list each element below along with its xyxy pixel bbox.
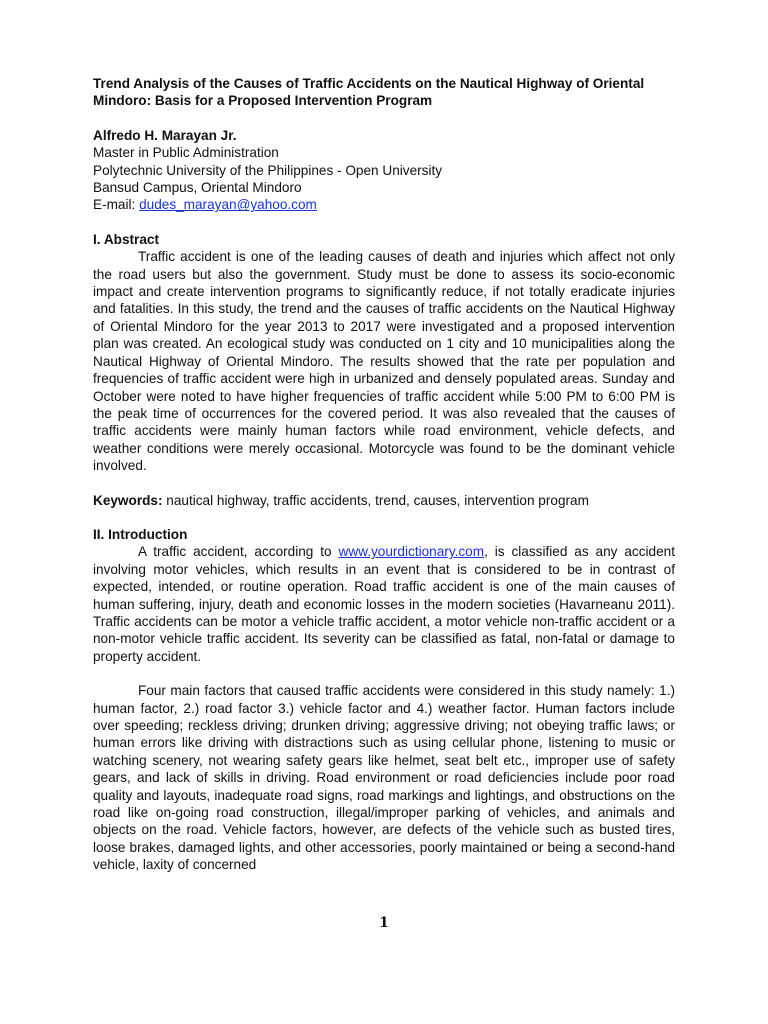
author-degree: Master in Public Administration — [93, 145, 279, 161]
introduction-section — [93, 526, 675, 665]
abstract-section — [93, 231, 675, 475]
author-name: Alfredo H. Marayan Jr. — [93, 127, 237, 143]
paper-title: Trend Analysis of the Causes of Traffic Accidents on the Nautical Highway of Oriental Mindoro: Basis for a Proposed Intervention Program — [93, 76, 645, 109]
page-content — [93, 75, 675, 874]
keywords-text: nautical highway, traffic accidents, trend, causes, intervention program — [162, 492, 589, 508]
author-university: Polytechnic University of the Philippines - Open University — [93, 162, 443, 178]
introduction-paragraph-2: Four main factors that caused traffic accidents were considered in this study namely: 1.) human factor, 2.) road factor 3.) vehicle factor and 4.) weather factor. Human factors include over speeding; reckless driving; drunken driving; aggressive driving; not obeying traffic laws; or human errors like driving with distractions such as using cellular phone, listening to music or watching scenery, not wearing safety gears like helmet, seat belt etc., improper use of safety gears, and lack of skills in driving. Road environment or road deficiencies include poor road quality and layouts, inadequate road signs, road markings and lightings, and obstructions on the road like on-going road construction, illegal/improper parking of vehicles, and animals and objects on the road. Vehicle factors, however, are defects of the vehicle such as busted tires, loose brakes, damaged lights, and other accessories, poorly maintained or being a second-hand vehicle, laxity of concerned — [93, 683, 675, 873]
author-block — [93, 127, 675, 214]
keywords-label: Keywords: — [93, 492, 163, 508]
introduction-heading: II. Introduction — [93, 526, 188, 542]
intro-p1-after: , is classified as any accident involving motor vehicles, which results in an event that is considered to be in contrast of expected, intended, or routine operation. Road traffic accident is one of the main causes of human suffering, injury, death and economic losses in the modern societies (Havarneanu 2011). Traffic accidents can be motor a vehicle traffic accident, a motor vehicle non-traffic accident or a non-motor vehicle traffic accident. Its severity can be classified as fatal, non-fatal or damage to property accident. — [93, 544, 675, 664]
abstract-text: Traffic accident is one of the leading causes of death and injuries which affect not only the road users but also the government. Study must be done to assess its socio-economic impact and create intervention programs to significantly reduce, if not totally eradicate injuries and fatalities. In this study, the trend and the causes of traffic accidents on the Nautical Highway of Oriental Mindoro for the year 2013 to 2017 were investigated and a proposed intervention plan was created. An ecological study was conducted on 1 city and 10 municipalities along the Nautical Highway of Oriental Mindoro. The results showed that the rate per population and frequencies of traffic accident were high in urbanized and densely populated areas. Sunday and October were noted to have higher frequencies of traffic accident while 5:00 PM to 6:00 PM is the peak time of occurrences for the covered period. It was also revealed that the causes of traffic accidents were mainly human factors while road environment, vehicle defects, and weather conditions were merely occasional. Motorcycle was found to be the dominant vehicle involved. — [93, 249, 675, 474]
intro-p1-before: A traffic accident, according to — [138, 544, 339, 560]
email-label: E-mail: — [93, 197, 140, 213]
abstract-heading: I. Abstract — [93, 231, 159, 247]
introduction-paragraph-1 — [93, 543, 675, 665]
author-campus: Bansud Campus, Oriental Mindoro — [93, 180, 302, 196]
author-email-line — [93, 196, 675, 213]
keywords-line — [93, 492, 675, 509]
page-number: 1 — [379, 915, 389, 931]
email-link[interactable]: dudes_marayan@yahoo.com — [139, 197, 317, 213]
dictionary-link[interactable]: www.yourdictionary.com — [338, 544, 485, 560]
